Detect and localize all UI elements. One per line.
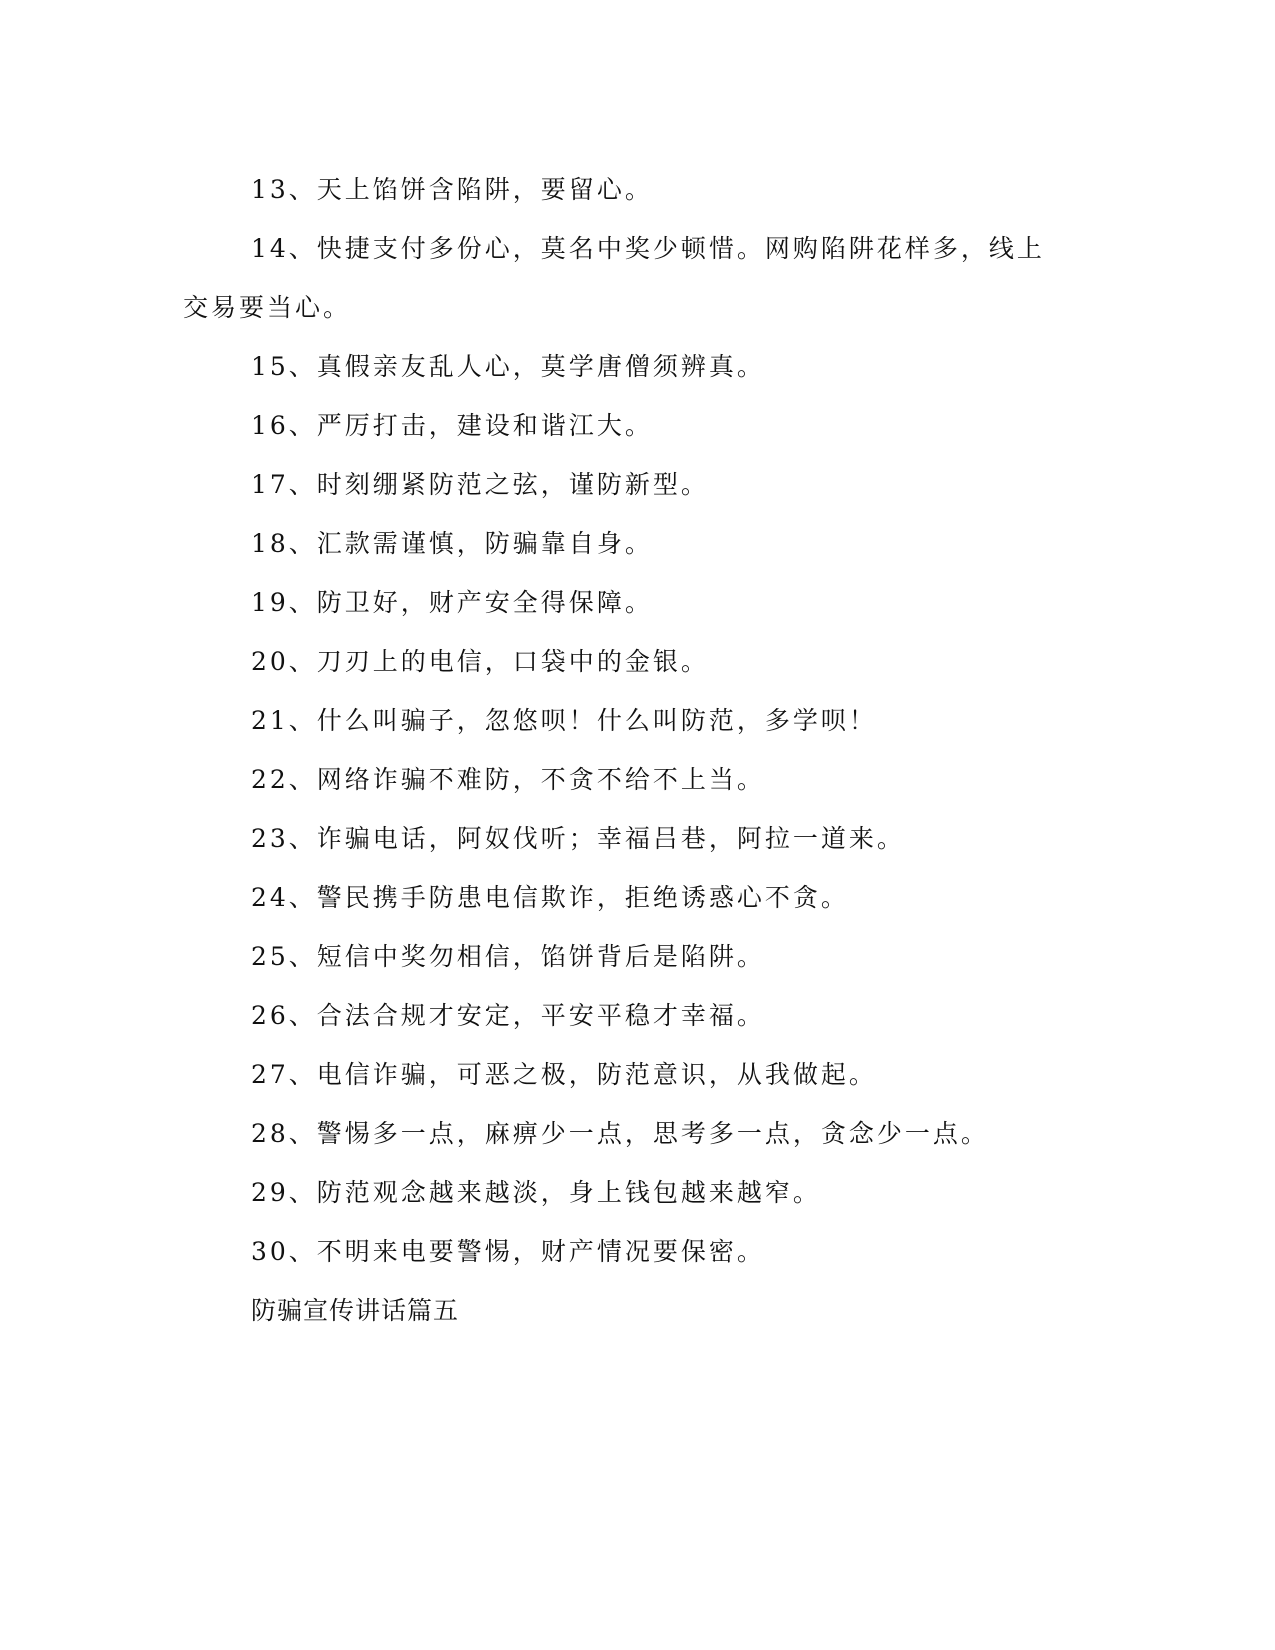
slogan-13: 13、天上馅饼含陷阱，要留心。 xyxy=(251,175,653,204)
slogan-18: 18、汇款需谨慎，防骗靠自身。 xyxy=(251,529,653,558)
slogan-24: 24、警民携手防患电信欺诈，拒绝诱惑心不贪。 xyxy=(251,883,849,912)
slogan-25: 25、短信中奖勿相信，馅饼背后是陷阱。 xyxy=(251,942,765,971)
slogan-27: 27、电信诈骗，可恶之极，防范意识，从我做起。 xyxy=(251,1060,877,1089)
slogan-17: 17、时刻绷紧防范之弦，谨防新型。 xyxy=(251,470,709,499)
slogan-26: 26、合法合规才安定，平安平稳才幸福。 xyxy=(251,1001,765,1030)
slogan-22: 22、网络诈骗不难防，不贪不给不上当。 xyxy=(251,765,765,794)
slogan-28: 28、警惕多一点，麻痹少一点，思考多一点，贪念少一点。 xyxy=(251,1119,989,1148)
slogan-30: 30、不明来电要警惕，财产情况要保密。 xyxy=(251,1237,765,1266)
slogan-21: 21、什么叫骗子，忽悠呗！什么叫防范，多学呗！ xyxy=(251,706,877,735)
slogan-20: 20、刀刃上的电信，口袋中的金银。 xyxy=(251,647,709,676)
slogan-19: 19、防卫好，财产安全得保障。 xyxy=(251,588,653,617)
slogan-29: 29、防范观念越来越淡，身上钱包越来越窄。 xyxy=(251,1178,821,1207)
slogan-16: 16、严厉打击，建设和谐江大。 xyxy=(251,411,653,440)
slogan-15: 15、真假亲友乱人心，莫学唐僧须辨真。 xyxy=(251,352,765,381)
slogan-23: 23、诈骗电话，阿奴伐听；幸福吕巷，阿拉一道来。 xyxy=(251,824,905,853)
document-body xyxy=(183,160,1053,1340)
slogan-14: 14、快捷支付多份心，莫名中奖少顿惜。网购陷阱花样多，线上交易要当心。 xyxy=(183,234,1045,322)
section-heading: 防骗宣传讲话篇五 xyxy=(251,1296,460,1325)
